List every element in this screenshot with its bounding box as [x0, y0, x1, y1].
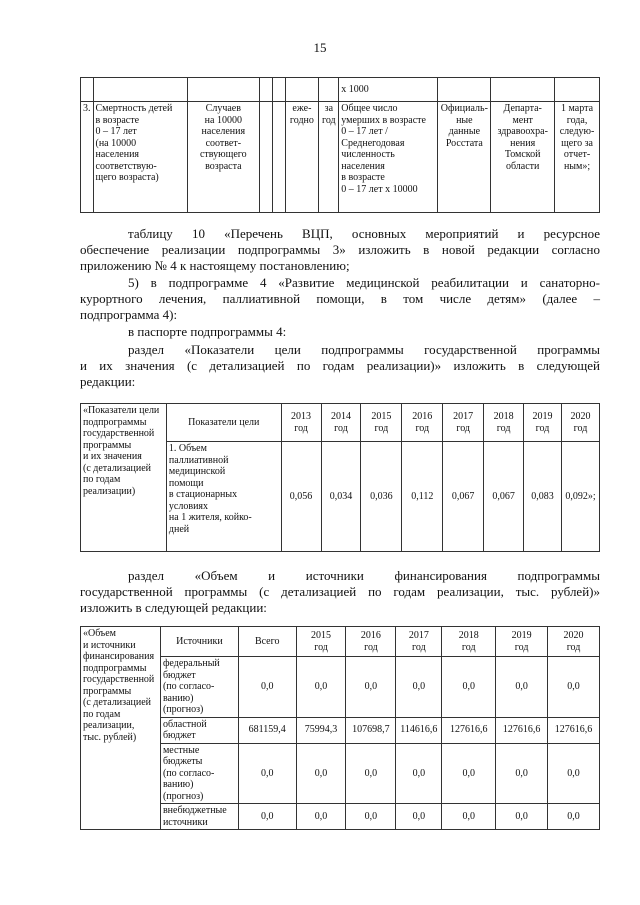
- year-value: 107698,7: [346, 717, 396, 743]
- column-header: Источники: [160, 627, 238, 657]
- year-value: 0,0: [346, 657, 396, 718]
- year-value: 127616,6: [496, 717, 548, 743]
- text-line: обеспечение реализации подпрограммы 3» изложить в новой редакции согласно: [80, 242, 600, 257]
- text-line: подпрограмма 4):: [80, 307, 178, 322]
- year-value: 127616,6: [442, 717, 496, 743]
- indicator-value: 0,036: [361, 442, 402, 552]
- column-header: Показатели цели: [166, 404, 281, 442]
- text-line: раздел «Показатели цели подпрограммы государственной программы: [128, 342, 600, 357]
- year-header: 2019 год: [496, 627, 548, 657]
- text-line: в паспорте подпрограммы 4:: [128, 324, 287, 339]
- year-value: 0,0: [296, 743, 346, 804]
- year-header: 2014 год: [321, 404, 361, 442]
- table-row: [81, 627, 600, 657]
- paragraph-indicators-section: [80, 342, 600, 390]
- paragraph-table10: [80, 226, 600, 274]
- indicator-name: Смертность детей в возрасте 0 – 17 лет (на 10000 населения соответствую- щего возраста): [93, 102, 187, 213]
- period-cell: за год: [319, 102, 339, 213]
- periodicity-cell: еже- годно: [285, 102, 319, 213]
- total-value: 0,0: [238, 657, 296, 718]
- row-number: 3.: [81, 102, 94, 213]
- year-value: 0,0: [496, 657, 548, 718]
- year-value: 0,0: [396, 657, 442, 718]
- year-value: 114616,6: [396, 717, 442, 743]
- year-value: 0,0: [396, 804, 442, 830]
- indicator-value: 0,067: [443, 442, 484, 552]
- indicator-value: 0,083: [524, 442, 562, 552]
- total-value: 0,0: [238, 804, 296, 830]
- unit-cell: Случаев на 10000 населения соответ- ствующего возраста: [187, 102, 259, 213]
- year-header: 2018 год: [484, 404, 524, 442]
- text-line: и их значения (с детализацией по годам реализации)» изложить в следующей: [80, 358, 600, 373]
- paragraph-financing-section: [80, 568, 600, 616]
- paragraph-passport: [80, 324, 600, 340]
- year-header: 2016 год: [346, 627, 396, 657]
- year-value: 0,0: [442, 743, 496, 804]
- year-header: 2013 год: [281, 404, 321, 442]
- year-value: 0,0: [396, 743, 442, 804]
- year-header: 2018 год: [442, 627, 496, 657]
- total-value: 0,0: [238, 743, 296, 804]
- year-value: 0,0: [442, 804, 496, 830]
- table-row: [81, 102, 600, 213]
- year-value: 0,0: [296, 657, 346, 718]
- formula-cell: x 1000: [339, 78, 438, 102]
- indicators-label: «Показатели цели подпрограммы государственной программы и их значения (с детализацией по годам реализации): [81, 404, 167, 552]
- source-name: внебюджетные источники: [160, 804, 238, 830]
- source-cell: Официаль- ные данные Росстата: [438, 102, 491, 213]
- page-number: 15: [313, 40, 327, 55]
- year-value: 0,0: [346, 804, 396, 830]
- year-value: 0,0: [442, 657, 496, 718]
- text-line: курортного лечения, паллиативной помощи, в том числе детям» (далее –: [80, 291, 600, 306]
- year-header: 2020 год: [561, 404, 599, 442]
- deadline-cell: 1 марта года, следую- щего за отчет- ным»;: [555, 102, 600, 213]
- year-header: 2017 год: [443, 404, 484, 442]
- financing-table: [80, 626, 600, 830]
- year-header: 2016 год: [402, 404, 443, 442]
- indicator-value: 0,056: [281, 442, 321, 552]
- total-value: 681159,4: [238, 717, 296, 743]
- text-line: приложению № 4 к настоящему постановлению;: [80, 258, 350, 273]
- indicator-value: 0,034: [321, 442, 361, 552]
- source-name: федеральный бюджет (по согласо- ванию) (прогноз): [160, 657, 238, 718]
- year-value: 0,0: [496, 743, 548, 804]
- indicator-value: 0,092»;: [561, 442, 599, 552]
- year-header: 2017 год: [396, 627, 442, 657]
- year-header: 2015 год: [296, 627, 346, 657]
- year-value: 0,0: [296, 804, 346, 830]
- year-header: 2015 год: [361, 404, 402, 442]
- table-row: [81, 404, 600, 442]
- column-header: Всего: [238, 627, 296, 657]
- indicators-table: [80, 403, 600, 552]
- paragraph-subprogram4: [80, 275, 600, 323]
- year-value: 0,0: [548, 657, 600, 718]
- text-line: таблицу 10 «Перечень ВЦП, основных мероприятий и ресурсное: [128, 226, 600, 241]
- indicator-value: 0,067: [484, 442, 524, 552]
- table-row: [81, 78, 600, 102]
- indicator-name: 1. Объем паллиативной медицинской помощи в стационарных условиях на 1 жителя, койко- дней: [166, 442, 281, 552]
- responsible-cell: Департа- мент здравоохра- нения Томской области: [491, 102, 555, 213]
- year-value: 127616,6: [548, 717, 600, 743]
- year-value: 0,0: [548, 743, 600, 804]
- formula-cell: Общее число умерших в возрасте 0 – 17 лет / Среднегодовая численность населения в возрасте 0 – 17 лет x 10000: [339, 102, 438, 213]
- text-line: редакции:: [80, 374, 136, 389]
- year-header: 2019 год: [524, 404, 562, 442]
- indicator-table-fragment: [80, 77, 600, 213]
- text-line: 5) в подпрограмме 4 «Развитие медицинской реабилитации и санаторно-: [128, 275, 600, 290]
- year-header: 2020 год: [548, 627, 600, 657]
- year-value: 0,0: [346, 743, 396, 804]
- financing-label: «Объем и источники финансирования подпрограммы государственной программы (с детализацией по годам реализации, тыс. рублей): [81, 627, 161, 830]
- text-line: государственной программы (с детализацией по годам реализации, тыс. рублей)»: [80, 584, 600, 599]
- source-name: областной бюджет: [160, 717, 238, 743]
- year-value: 0,0: [496, 804, 548, 830]
- text-line: раздел «Объем и источники финансирования подпрограммы: [128, 568, 600, 583]
- year-value: 0,0: [548, 804, 600, 830]
- year-value: 75994,3: [296, 717, 346, 743]
- indicator-value: 0,112: [402, 442, 443, 552]
- text-line: изложить в следующей редакции:: [80, 600, 267, 615]
- source-name: местные бюджеты (по согласо- ванию) (прогноз): [160, 743, 238, 804]
